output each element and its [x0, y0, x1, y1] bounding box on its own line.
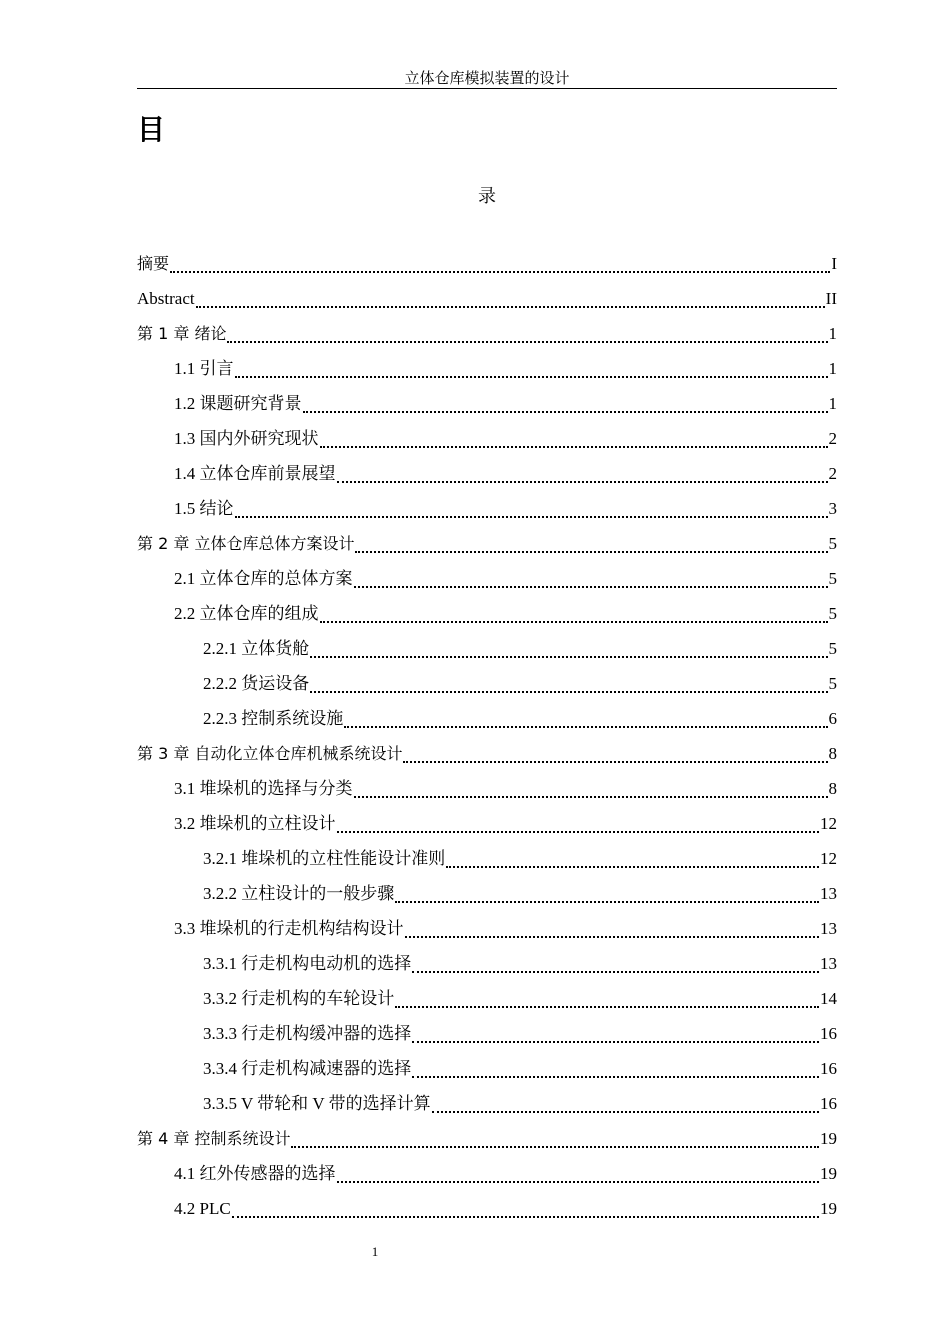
toc-entry-page: 1 [828, 358, 837, 378]
toc-entry-page: 13 [820, 953, 837, 973]
toc-entry-label: 1.5 结论 [174, 498, 234, 518]
toc-dot-leader [405, 928, 820, 938]
toc-entry-label: 1.4 立体仓库前景展望 [174, 463, 336, 483]
toc-dot-leader [196, 298, 825, 308]
toc-entry[interactable] [137, 351, 837, 386]
toc-entry-label: 第 2 章 立体仓库总体方案设计 [137, 533, 355, 553]
toc-title-second-char: 录 [478, 186, 496, 206]
toc-dot-leader [395, 998, 819, 1008]
toc-entry[interactable] [137, 246, 837, 281]
toc-entry[interactable] [137, 421, 837, 456]
toc-entry-label: 3.3 堆垛机的行走机构结构设计 [174, 918, 404, 938]
toc-dot-leader [227, 333, 827, 343]
toc-dot-leader [412, 1068, 819, 1078]
toc-entry[interactable] [137, 631, 837, 666]
toc-entry[interactable] [137, 281, 837, 316]
toc-entry-label: 3.3.3 行走机构缓冲器的选择 [203, 1023, 412, 1043]
toc-entry-page: 5 [828, 603, 837, 623]
toc-entry-label: 2.2.1 立体货舱 [203, 638, 310, 658]
toc-dot-leader [291, 1138, 819, 1148]
toc-dot-leader [235, 368, 828, 378]
toc-title-first-char: 目 [137, 113, 166, 146]
toc-entry-label: 1.2 课题研究背景 [174, 393, 302, 413]
toc-entry[interactable] [137, 1191, 837, 1226]
toc-dot-leader [170, 263, 830, 273]
toc-entry-page: 2 [828, 463, 837, 483]
toc-entry-page: 16 [820, 1093, 837, 1113]
toc-dot-leader [235, 508, 828, 518]
toc-dot-leader [320, 438, 828, 448]
toc-entry-label: 3.3.2 行走机构的车轮设计 [203, 988, 395, 1008]
toc-entry[interactable] [137, 456, 837, 491]
toc-entry-page: 19 [820, 1128, 837, 1148]
toc-entry-label: 4.1 红外传感器的选择 [174, 1163, 336, 1183]
toc-entry-label: 1.3 国内外研究现状 [174, 428, 319, 448]
table-of-contents [137, 246, 837, 1226]
toc-entry[interactable] [137, 701, 837, 736]
toc-entry-page: 1 [828, 393, 837, 413]
toc-entry-label: 2.2 立体仓库的组成 [174, 603, 319, 623]
toc-entry-page: 5 [828, 638, 837, 658]
toc-entry[interactable] [137, 666, 837, 701]
toc-entry-label: Abstract [137, 288, 195, 308]
header-rule [137, 88, 837, 89]
toc-entry-page: 13 [820, 883, 837, 903]
toc-entry-page: 14 [820, 988, 837, 1008]
toc-entry-page: 5 [828, 533, 837, 553]
toc-dot-leader [395, 893, 819, 903]
toc-entry-label: 1.1 引言 [174, 358, 234, 378]
toc-dot-leader [310, 683, 827, 693]
toc-entry-label: 2.2.2 货运设备 [203, 673, 310, 693]
toc-entry-page: 1 [828, 323, 837, 343]
toc-dot-leader [337, 823, 820, 833]
toc-entry-label: 3.2 堆垛机的立柱设计 [174, 813, 336, 833]
toc-entry-page: 8 [828, 778, 837, 798]
toc-entry-label: 摘要 [137, 253, 170, 273]
toc-entry-page: 12 [820, 848, 837, 868]
toc-dot-leader [354, 788, 828, 798]
running-header: 立体仓库模拟装置的设计 [404, 71, 570, 87]
toc-dot-leader [355, 543, 827, 553]
toc-entry-label: 3.2.2 立柱设计的一般步骤 [203, 883, 395, 903]
toc-entry[interactable] [137, 1121, 837, 1156]
toc-entry-page: 6 [828, 708, 837, 728]
toc-entry-page: 19 [820, 1163, 837, 1183]
toc-entry-page: 16 [820, 1023, 837, 1043]
toc-entry-page: 5 [828, 568, 837, 588]
toc-dot-leader [446, 858, 819, 868]
toc-entry-page: 13 [820, 918, 837, 938]
toc-entry[interactable] [137, 806, 837, 841]
toc-entry-label: 3.3.5 V 带轮和 V 带的选择计算 [203, 1093, 431, 1113]
toc-entry-label: 3.3.1 行走机构电动机的选择 [203, 953, 412, 973]
toc-entry-label: 3.2.1 堆垛机的立柱性能设计准则 [203, 848, 446, 868]
toc-dot-leader [432, 1103, 819, 1113]
toc-entry[interactable] [137, 736, 837, 771]
toc-entry[interactable] [137, 841, 837, 876]
toc-entry-label: 2.1 立体仓库的总体方案 [174, 568, 353, 588]
toc-dot-leader [403, 753, 827, 763]
toc-dot-leader [303, 403, 828, 413]
toc-entry-label: 3.3.4 行走机构减速器的选择 [203, 1058, 412, 1078]
toc-dot-leader [337, 1173, 820, 1183]
toc-entry[interactable] [137, 561, 837, 596]
toc-entry-page: 12 [820, 813, 837, 833]
toc-entry[interactable] [137, 1156, 837, 1191]
toc-entry-page: 8 [828, 743, 837, 763]
toc-entry-label: 3.1 堆垛机的选择与分类 [174, 778, 353, 798]
toc-entry-page: 19 [820, 1198, 837, 1218]
toc-entry[interactable] [137, 1086, 837, 1121]
toc-entry-page: II [825, 288, 837, 308]
toc-entry[interactable] [137, 526, 837, 561]
toc-entry-label: 第 3 章 自动化立体仓库机械系统设计 [137, 743, 403, 763]
toc-entry[interactable] [137, 1051, 837, 1086]
toc-entry[interactable] [137, 771, 837, 806]
toc-dot-leader [310, 648, 827, 658]
toc-dot-leader [412, 963, 819, 973]
toc-entry[interactable] [137, 491, 837, 526]
toc-entry-label: 2.2.3 控制系统设施 [203, 708, 344, 728]
toc-entry[interactable] [137, 596, 837, 631]
toc-dot-leader [354, 578, 828, 588]
toc-entry-page: 5 [828, 673, 837, 693]
toc-dot-leader [232, 1208, 819, 1218]
toc-entry-page: I [831, 253, 837, 273]
toc-entry[interactable] [137, 316, 837, 351]
toc-entry[interactable] [137, 946, 837, 981]
toc-entry[interactable] [137, 911, 837, 946]
toc-entry[interactable] [137, 1016, 837, 1051]
toc-entry[interactable] [137, 876, 837, 911]
toc-entry[interactable] [137, 981, 837, 1016]
page-number: 1 [371, 1244, 379, 1259]
toc-dot-leader [320, 613, 828, 623]
toc-entry-page: 16 [820, 1058, 837, 1078]
toc-entry-label: 第 4 章 控制系统设计 [137, 1128, 291, 1148]
toc-dot-leader [337, 473, 828, 483]
toc-entry-label: 第 1 章 绪论 [137, 323, 227, 343]
toc-dot-leader [344, 718, 827, 728]
toc-entry-label: 4.2 PLC [174, 1198, 231, 1218]
toc-entry[interactable] [137, 386, 837, 421]
toc-entry-page: 3 [828, 498, 837, 518]
toc-dot-leader [412, 1033, 819, 1043]
toc-entry-page: 2 [828, 428, 837, 448]
